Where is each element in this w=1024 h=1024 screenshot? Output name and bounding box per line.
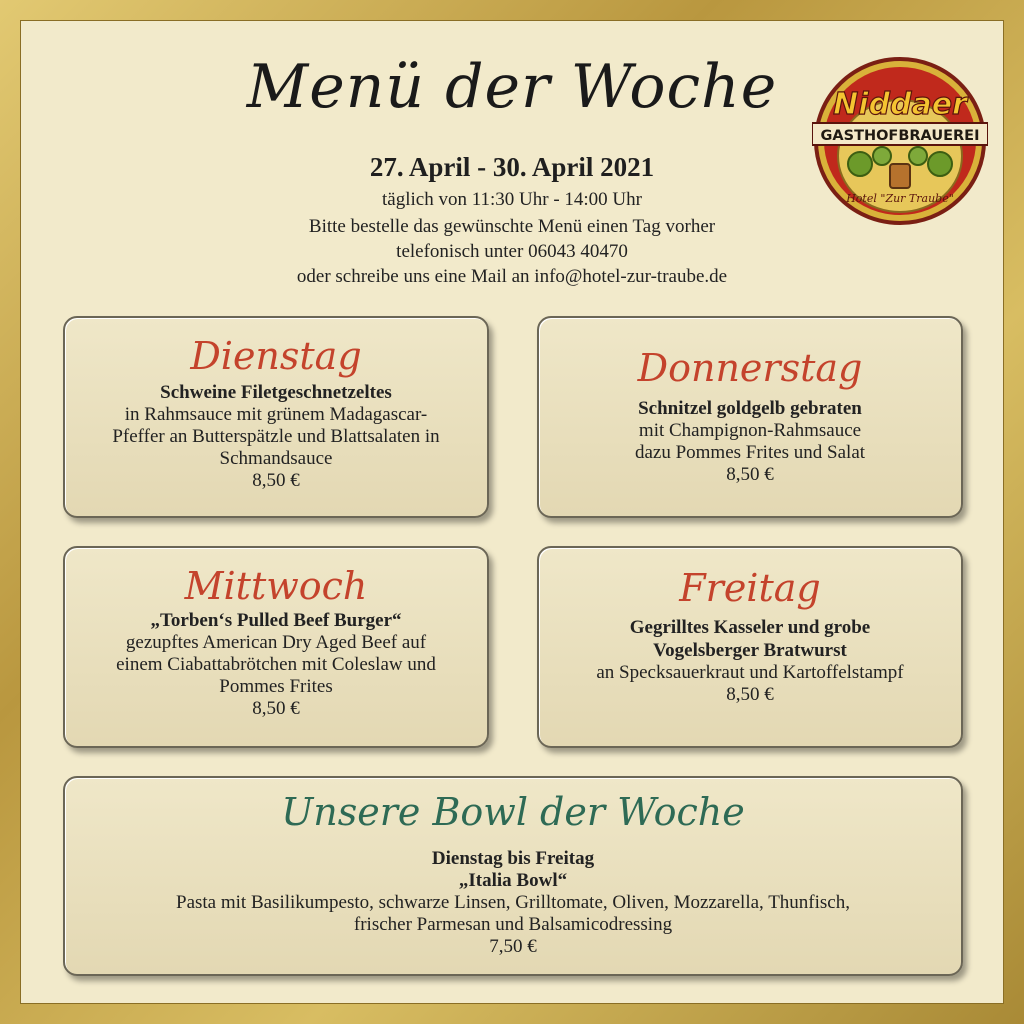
dish-price: 8,50 € xyxy=(252,698,300,719)
day-title: Dienstag xyxy=(190,334,362,378)
logo-brand: Niddaer xyxy=(833,87,967,122)
dish-line: Pfeffer an Butterspätzle und Blattsalaten in xyxy=(112,426,440,447)
dish-line: dazu Pommes Frites und Salat xyxy=(634,442,866,463)
dish-line: Schmandsauce xyxy=(219,448,333,469)
email-note: oder schreibe uns eine Mail an info@hotel-zur-traube.de xyxy=(296,266,728,287)
dish-price: 8,50 € xyxy=(726,464,774,485)
bowl-price: 7,50 € xyxy=(489,936,537,957)
phone-note: telefonisch unter 06043 40470 xyxy=(396,241,628,262)
bowl-name: „Italia Bowl“ xyxy=(458,870,568,891)
brewery-logo xyxy=(812,56,988,226)
logo-subtitle: GASTHOFBRAUEREI xyxy=(820,128,980,144)
dish-name: Schweine Filetgeschnetzeltes xyxy=(160,382,392,403)
dish-price: 8,50 € xyxy=(252,470,300,491)
day-title: Mittwoch xyxy=(184,564,368,608)
bowl-days: Dienstag bis Freitag xyxy=(431,848,595,869)
bowl-line: Pasta mit Basilikumpesto, schwarze Linsen, Grilltomate, Oliven, Mozzarella, Thunfisch, xyxy=(176,892,850,913)
date-range: 27. April - 30. April 2021 xyxy=(369,152,655,182)
dish-line: einem Ciabattabrötchen mit Coleslaw und xyxy=(116,654,436,675)
dish-line: Pommes Frites xyxy=(219,676,333,697)
dish-price: 8,50 € xyxy=(726,684,774,705)
dish-name: Gegrilltes Kasseler und grobe xyxy=(629,617,871,638)
order-note: Bitte bestelle das gewünschte Menü einen Tag vorher xyxy=(308,216,716,237)
menu-card-freitag xyxy=(537,546,963,748)
dish-name: Schnitzel goldgelb gebraten xyxy=(638,398,862,419)
logo-hotel: Hotel "Zur Traube" xyxy=(846,192,954,205)
bowl-card xyxy=(63,776,963,976)
dish-name: Vogelsberger Bratwurst xyxy=(653,640,847,661)
dish-line: in Rahmsauce mit grünem Madagascar- xyxy=(124,404,428,425)
page-title: Menü der Woche xyxy=(246,52,778,122)
dish-name: „Torben‘s Pulled Beef Burger“ xyxy=(150,610,402,631)
day-title: Donnerstag xyxy=(637,346,863,390)
bowl-line: frischer Parmesan und Balsamicodressing xyxy=(353,914,673,935)
dish-line: gezupftes American Dry Aged Beef auf xyxy=(125,632,427,653)
bowl-title: Unsere Bowl der Woche xyxy=(281,790,745,834)
opening-hours: täglich von 11:30 Uhr - 14:00 Uhr xyxy=(382,189,642,210)
menu-card-mittwoch xyxy=(63,546,489,748)
menu-card-donnerstag xyxy=(537,316,963,518)
day-title: Freitag xyxy=(679,566,821,610)
dish-line: mit Champignon-Rahmsauce xyxy=(638,420,862,441)
menu-card-dienstag xyxy=(63,316,489,518)
dish-line: an Specksauerkraut und Kartoffelstampf xyxy=(596,662,904,683)
